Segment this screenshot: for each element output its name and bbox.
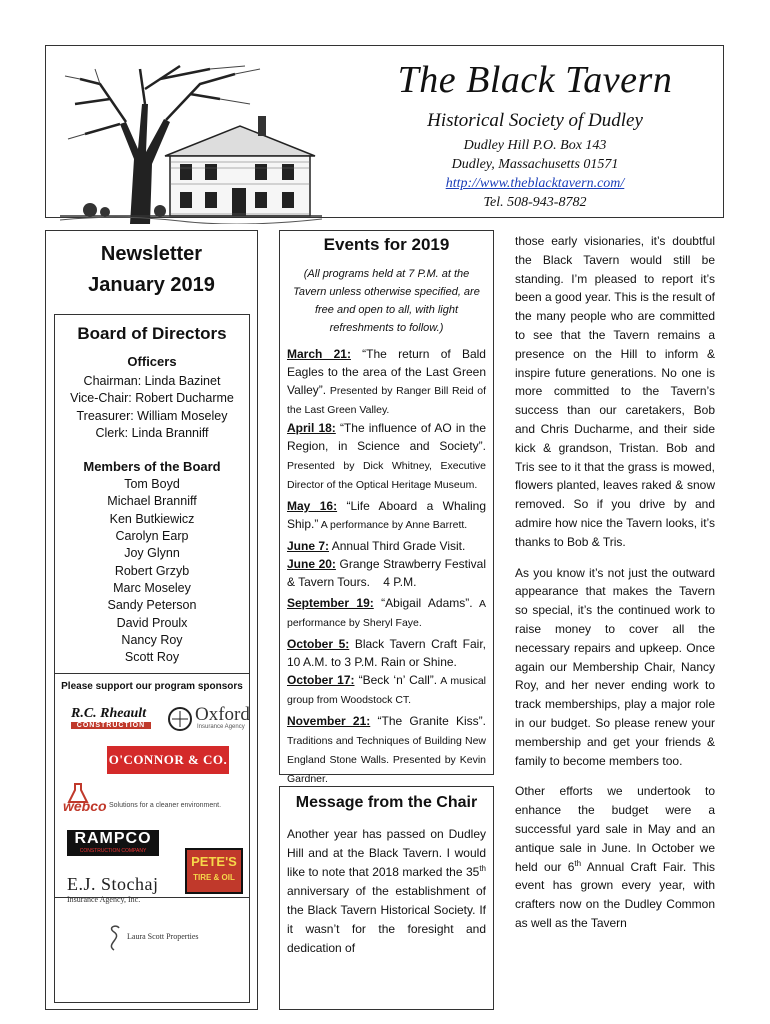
event-date: November 21: bbox=[287, 714, 371, 728]
event-item bbox=[287, 555, 490, 591]
member-item: Marc Moseley bbox=[113, 580, 191, 595]
event-date: October 5: bbox=[287, 637, 350, 651]
event-detail: A performance by Anne Barrett. bbox=[318, 519, 468, 531]
rc-rheault-name: R.C. Rheault bbox=[71, 706, 147, 721]
rc-rheault-logo bbox=[71, 706, 151, 729]
event-date: April 18: bbox=[287, 421, 336, 435]
webco-logo bbox=[63, 782, 248, 822]
event-text: “Beck ‘n’ Call”. bbox=[354, 673, 438, 687]
ordinal-suffix: th bbox=[574, 858, 582, 868]
sponsors-label: Please support our program sponsors bbox=[61, 681, 243, 692]
event-date: September 19: bbox=[287, 596, 374, 610]
event-date: June 20: bbox=[287, 557, 336, 571]
oconnor-logo bbox=[107, 746, 229, 774]
oxford-sub: Insurance Agency bbox=[197, 724, 245, 730]
event-detail: Traditions and Techniques of Building New England Stone Walls. Presented by Kevin Gardner. bbox=[287, 735, 486, 785]
event-item bbox=[287, 594, 486, 632]
paragraph bbox=[515, 782, 715, 932]
event-text: Annual Third Grade Visit. bbox=[329, 539, 466, 553]
website-link[interactable]: http://www.theblacktavern.com/ bbox=[445, 176, 625, 191]
members-heading: Members of the Board bbox=[83, 459, 221, 475]
chair-message-title: Message from the Chair bbox=[295, 794, 478, 811]
events-title: Events for 2019 bbox=[323, 235, 450, 254]
ej-stochaj-sub: Insurance Agency, Inc. bbox=[67, 895, 141, 904]
event-item bbox=[287, 635, 486, 671]
member-item: Robert Grzyb bbox=[114, 563, 190, 578]
paragraph: As you know it’s not just the outward appearance that makes the Tavern so special, it’s the continued work to raise money to cover all the necessary repairs and upkeep. Once again our Membership Chair, Nancy Roy, and her never ending work to track memberships, play a major role in our budget. So please renew your membership and get your friends & family to become members too. bbox=[515, 565, 715, 768]
ej-stochaj-name: E.J. Stochaj bbox=[67, 874, 159, 894]
rampco-name: RAMPCO bbox=[74, 830, 152, 847]
events-note: (All programs held at 7 P.M. at the Tavern unless otherwise specified, are free and open to all, with light refreshments to follow.) bbox=[293, 268, 480, 334]
rc-rheault-sub: CONSTRUCTION bbox=[71, 722, 151, 729]
officer-item: Vice-Chair: Robert Ducharme bbox=[70, 391, 234, 406]
oxford-emblem-icon bbox=[167, 706, 193, 732]
address-line-2: Dudley, Massachusetts 01571 bbox=[451, 157, 619, 172]
event-item bbox=[287, 712, 486, 788]
address-line-1: Dudley Hill P.O. Box 143 bbox=[463, 138, 607, 153]
masthead-text bbox=[346, 46, 724, 212]
petes-logo bbox=[185, 848, 243, 894]
member-item: Nancy Roy bbox=[121, 632, 183, 647]
chair-text: Another year has passed on Dudley Hill and at the Black Tavern. I would like to note that 2018 marked the 35 bbox=[287, 827, 486, 879]
masthead-box bbox=[45, 45, 724, 218]
event-date: March 21: bbox=[287, 347, 351, 361]
event-text: “The return of Bald Eagles to the area of the Last Green Valley”. bbox=[287, 347, 486, 397]
swirl-icon bbox=[103, 924, 125, 952]
chair-message-box bbox=[279, 786, 494, 1010]
ej-stochaj-logo bbox=[67, 874, 187, 904]
laura-scott-logo bbox=[103, 924, 243, 954]
event-text: Black Tavern Craft Fair, 10 A.M. to 3 P.M. Rain or Shine. bbox=[287, 637, 486, 669]
issue-date: January 2019 bbox=[88, 274, 215, 296]
member-item: Michael Branniff bbox=[107, 494, 197, 509]
board-title: Board of Directors bbox=[77, 324, 227, 343]
society-name: Historical Society of Dudley bbox=[427, 110, 643, 131]
officer-item: Treasurer: William Moseley bbox=[76, 408, 228, 423]
phone-number: Tel. 508-943-8782 bbox=[483, 195, 587, 210]
newsletter-label: Newsletter bbox=[100, 243, 203, 265]
member-item: Scott Roy bbox=[124, 650, 180, 665]
rampco-sub: CONSTRUCTION COMPANY bbox=[79, 848, 147, 854]
event-item bbox=[287, 419, 486, 494]
paragraph-text: Annual Craft Fair. This event has grown every year, with crafters now on the Dudley Common as well as the Tavern bbox=[515, 859, 716, 930]
newsletter-title: The Black Tavern bbox=[397, 59, 673, 101]
member-item: Tom Boyd bbox=[124, 477, 180, 492]
officers-heading: Officers bbox=[127, 354, 177, 369]
event-item bbox=[287, 345, 486, 419]
event-detail: Presented by Dick Whitney, Executive Director of the Optical Heritage Museum. bbox=[287, 460, 486, 491]
event-detail: A performance by Sheryl Faye. bbox=[287, 598, 486, 629]
event-date: October 17: bbox=[287, 673, 355, 687]
oxford-name: Oxford bbox=[195, 704, 250, 725]
paragraph-text: Other efforts we undertook to enhance the budget were a successful yard sale in May and an antique sale in June. In October we held our 6 bbox=[515, 784, 715, 874]
event-detail: Presented by Ranger Bill Reid of the Last Green Valley. bbox=[287, 385, 486, 416]
laura-scott-name: Laura Scott Properties bbox=[127, 932, 199, 941]
event-text: “Abigail Adams”. bbox=[373, 596, 473, 610]
ordinal-suffix: th bbox=[479, 864, 486, 873]
member-item: Joy Glynn bbox=[124, 546, 180, 561]
member-item: Ken Butkiewicz bbox=[109, 511, 195, 526]
member-item: David Proulx bbox=[116, 615, 188, 630]
officer-item: Chairman: Linda Bazinet bbox=[83, 374, 221, 388]
paragraph: those early visionaries, it’s doubtful the Black Tavern would still be standing. I’m pleased to report it’s been a good year. This is the result of the many people who are committed to see that the Tavern remains a presence on the Hill to inform & inspire future generations. No one is more committed to the Tavern’s success than our caretakers, Bob and Chris Ducharme, and their side kick & grandson, Tristan. Bob and Tris see to it that the grass is mowed, flowers planted, leaves raked & snow removed. So if you drive by and admire how nice the Tavern looks, it’s thanks to Bob & Tris. bbox=[515, 234, 715, 549]
event-text: Grange Strawberry Festival & Tavern Tours. 4 P.M. bbox=[287, 557, 490, 589]
left-column bbox=[45, 230, 258, 1010]
sponsors-box bbox=[54, 673, 250, 1003]
newsletter-issue bbox=[46, 239, 257, 301]
rampco-logo bbox=[67, 830, 159, 856]
officer-item: Clerk: Linda Branniff bbox=[95, 425, 209, 440]
petes-sub: TIRE & OIL bbox=[193, 873, 235, 882]
right-column-text bbox=[515, 232, 715, 945]
event-item bbox=[287, 497, 486, 534]
chair-message-body bbox=[287, 825, 486, 958]
webco-name: webco bbox=[63, 798, 107, 814]
event-item bbox=[287, 671, 486, 709]
event-text: “The Granite Kiss”. bbox=[370, 714, 486, 728]
events-box bbox=[279, 230, 494, 785]
event-date: May 16: bbox=[287, 499, 338, 513]
webco-tagline: Solutions for a cleaner environment. bbox=[109, 802, 222, 809]
tavern-illustration bbox=[60, 64, 322, 224]
event-text: “The influence of AO in the Region, in Science and Society”. bbox=[287, 421, 486, 453]
oxford-logo bbox=[167, 704, 251, 734]
oconnor-name: O'CONNOR & CO. bbox=[108, 752, 228, 767]
petes-name: PETE'S bbox=[191, 854, 237, 869]
event-detail: A musical group from Woodstock CT. bbox=[287, 675, 486, 706]
member-item: Carolyn Earp bbox=[115, 529, 189, 544]
event-text: “Life Aboard a Whaling Ship.” bbox=[287, 499, 486, 531]
event-date: June 7: bbox=[287, 539, 330, 553]
event-item bbox=[287, 537, 486, 555]
chair-text: anniversary of the establishment of the Black Tavern Historical Society. If it wasn’t for the foresight and dedication of bbox=[287, 884, 486, 955]
member-item: Sandy Peterson bbox=[107, 598, 197, 613]
